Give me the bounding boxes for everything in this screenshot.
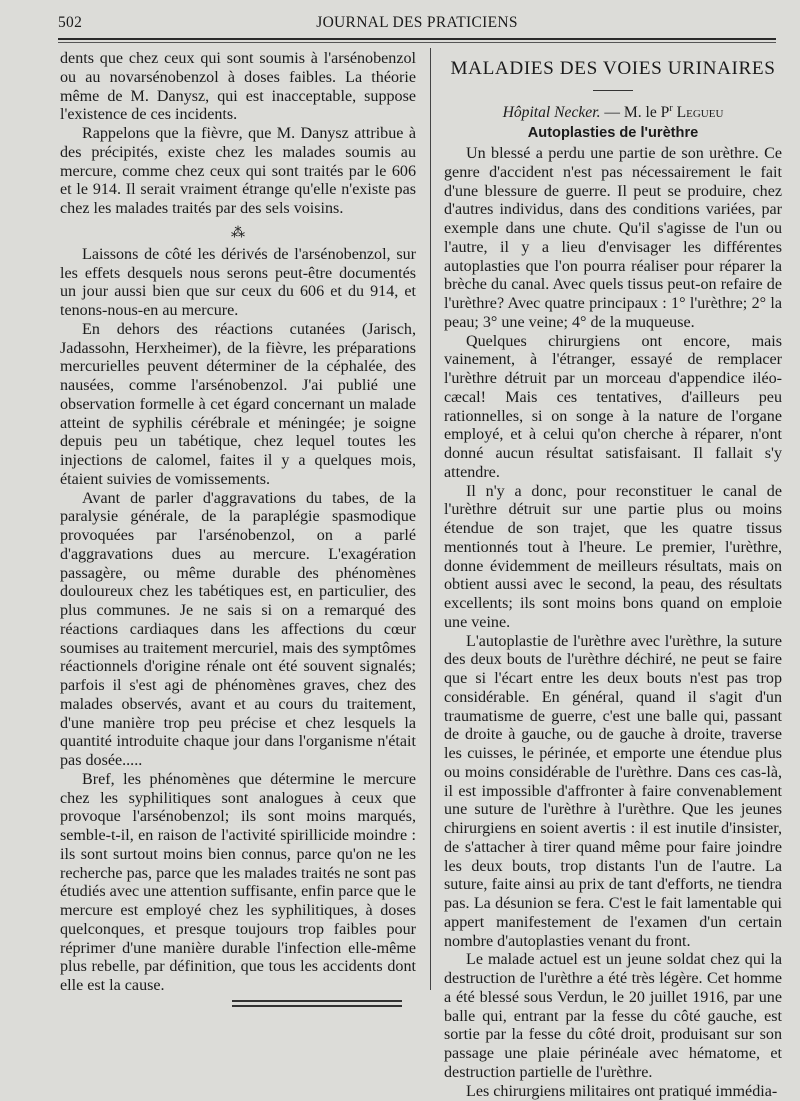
paragraph: L'autoplastie de l'urèthre avec l'urèthre, la suture des deux bouts de l'urèthre déchiré, ne peut se faire que si l'écart entre les deux bouts n'est pas trop considérable. En général, quand il s'agit d'un traumatisme de guerre, c'est une balle qui, passant de droite à gauche, ou de gauche à droite, traverse les cuisses, le périnée, et emporte une étendue plus ou moins considérable de l'urèthre. Dans ces cas-là, il est impossible d'affronter à faire convenablement une suture de l'urèthre à l'urèthre. Que les jeunes chirurgiens en soient avertis : il est inutile d'insister, de s'attacher à tirer quand même pour faire joindre les deux bouts, trop distants l'un de l'autre. La suture, faite ainsi au prix de tant d'efforts, ne tiendra pas. La désunion se fera. C'est le fait lamentable qui appert manifestement de l'examen d'un certain nombre d'autoplasties venant du front. [444,632,782,950]
article-end-rule [232,1000,402,1002]
section-title: MALADIES DES VOIES URINAIRES [450,58,776,79]
page-number: 502 [58,14,83,31]
header-rule [58,38,776,40]
paragraph: dents que chez ceux qui sont soumis à l'arsénobenzol ou au novarsénobenzol à doses faibles. La théorie même de M. Danysz, qui est inacceptable, suppose l'existence de ces incidents. [60,50,416,124]
paragraph: Rappelons que la fièvre, que M. Danysz attribue à des précipités, existe chez les malades soumis au mercure, comme chez ceux qui sont traités par le 606 et le 914. Il serait vraiment étrange qu'elle n'existe pas chez les malades traités par des sels voisins. [60,125,416,217]
paragraph: Il n'y a donc, pour reconstituer le canal de l'urèthre détruit sur une partie plus ou moins étendue de son trajet, que les quatre tissus mentionnés tout à l'heure. Le premier, l'urèthre, donne évidemment de meilleurs résultats, mais on obtient aussi avec le second, la peau, des résultats excellents; ils sont moins bons quand on emploie une veine. [444,482,782,631]
article-title: Autoplasties de l'urèthre [527,125,699,142]
paragraph: Avant de parler d'aggravations du tabes, de la paralysie générale, de la paraplégie spasmodique provoquées par l'arsénobenzol, on a parlé d'aggravations dues au mercure. L'exagération passagère, ou même durable des phénomènes douloureux chez les tabétiques est, en particulier, des plus communes. Je ne sais si on a remarqué des réactions cardiaques dans les affections du cœur soumises au traitement mercuriel, mais des symptômes réactionnels d'origine rénale ont été souvent signalés; parfois il s'est agi de phénomènes graves, chez des malades observés, avant et au cours du traitement, d'une manière trop peu précise et chez lesquels la quantité introduite chaque jour dans l'organisme n'était pas dosée..... [60,489,416,769]
article-end-rule [232,1005,402,1007]
page-header [58,10,776,38]
paragraph: Un blessé a perdu une partie de son urèthre. Ce genre d'accident n'est pas nécessairement le fait d'une blessure de guerre. Il peut se produire, chez d'autres individus, dans des conditions variées, par exemple dans une chute. Qu'il s'agisse de l'un ou l'autre, il y a lieu d'envisager les différentes autoplasties que l'on pourra réaliser pour réparer la brèche du canal. Avec quels tissus peut-on refaire de l'urèthre? Avec quatre principaux : 1° l'urèthre; 2° la peau; 3° une veine; 4° de la muqueuse. [444,145,782,331]
column-divider [430,48,431,990]
paragraph: Les chirurgiens militaires ont pratiqué immédia- [466,1082,778,1100]
header-rule-thin [58,42,776,43]
paragraph: Quelques chirurgiens ont encore, mais vainement, à l'étranger, essayé de remplacer l'urèthre détruit par un morceau d'appendice iléo-cæcal! Mais ces tentatives, d'ailleurs peu rationnelles, si on songe à la nature de l'organe employé, et à celui qu'on cherche à réparer, n'ont donné aucun résultat satisfaisant. Il fallait s'y attendre. [444,332,782,481]
byline-place: Hôpital Necker. [502,104,601,122]
byline [444,99,782,123]
byline-sup: r [669,103,673,114]
paragraph: Bref, les phénomènes que détermine le mercure chez les syphilitiques sont analogues à ceux que provoque l'arsénobenzol; ils sont moins marqués, semble-t-il, en raison de l'activité spirillicide moindre : ils sont surtout moins bien connus, parce qu'on ne les recherche pas, parce que les malades traités ne sont pas étudiés avec une attention suffisante, enfin parce que le mercure est employé chez les syphilitiques, à doses quelconques, et presque toujours trop faibles pour réprimer d'une manière durable l'infection elle-même plus rebelle, par définition, que tous les accidents dont elle est la cause. [60,770,416,994]
paragraph: Le malade actuel est un jeune soldat chez qui la destruction de l'urèthre a été très légère. Cet homme a été blessé sous Verdun, le 20 juillet 1916, par une balle qui, entrant par la fesse du côté gauche, est sortie par la fesse du côté droit, produisant sur son passage une plaie périnéale avec hématome, et destruction partielle de l'urèthre. [444,951,782,1081]
left-column [60,50,416,996]
byline-separator: — M. le P [600,104,670,122]
paragraph: En dehors des réactions cutanées (Jarisch, Jadassohn, Herxheimer), de la fièvre, les préparations mercurielles peuvent déterminer de la céphalée, des nausées, comme l'arsénobenzol. J'ai publié une observation formelle à cet égard concernant un malade atteint de syphilis cérébrale et méningée; je soigne depuis peu un tabétique, chez lequel toutes les injections de calomel, faites il y a quelques mois, étaient suivies de vomissements. [60,320,416,488]
right-column [444,58,782,1101]
byline-author: Legueu [676,104,724,122]
asterism-separator: ⁂ [231,225,245,241]
title-rule [593,90,633,91]
journal-title: JOURNAL DES PRATICIENS [316,14,518,31]
paragraph: Laissons de côté les dérivés de l'arsénobenzol, sur les effets desquels nous serons peut-être documentés un jour aussi bien que sur ceux du 606 et du 914, et tenons-nous-en au mercure. [60,245,416,319]
